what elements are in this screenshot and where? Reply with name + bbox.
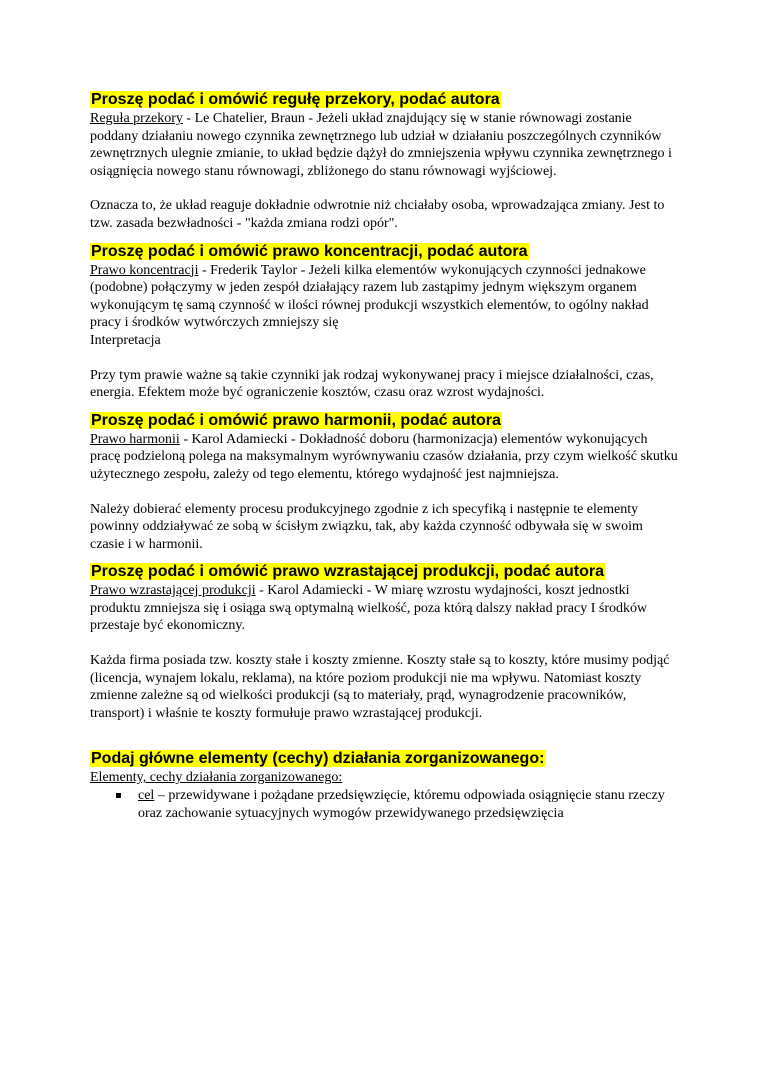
document-content [90,89,680,822]
term-label: Prawo koncentracji [90,262,199,278]
bullet-square-icon [116,793,121,798]
definition-text: - Karol Adamiecki - Dokładność doboru (harmonizacja) elementów wykonujących pracę podzieloną polega na maksymalnym wyrównywaniu czasów działania, przy czym wielkość skutku użytecznego zespołu, zależy od tego elementu, którego wydajność jest najmniejsza. [90,431,678,482]
list-item [90,787,680,822]
section-regula-przekory [90,89,680,233]
definition-paragraph [90,582,680,635]
highlighted-heading-text: Proszę podać i omówić regułę przekory, podać autora [91,91,500,108]
note-paragraph: Należy dobierać elementy procesu produkcyjnego zgodnie z ich specyfiką i następnie te elementy powinny oddziaływać ze sobą w ścisłym związku, tak, aby każda czynność odbywała się w swoim czasie i w harmonii. [90,501,643,552]
definition-paragraph [90,110,680,180]
term-label: Prawo wzrastającej produkcji [90,583,256,599]
definition-text: - Frederik Taylor - Jeżeli kilka elementów wykonujących czynności jednakowe (podobne) połączymy w jeden zespół działający razem lub zastąpimy jednym większym organem wykonującym tę samą czynność w ilości równej produkcji wszystkich elementów, to ogólny nakład pracy i środków wytwórczych zmniejszy się [90,262,649,331]
features-list [90,787,680,822]
interpretation-label: Interpretacja [90,332,161,348]
section-prawo-koncentracji [90,241,680,402]
list-item-term: cel [138,788,155,804]
section-elementy-dzialania [90,748,680,822]
section-heading [90,89,680,110]
definition-text: - Le Chatelier, Braun - Jeżeli układ znajdujący się w stanie równowagi zostanie poddany działaniu nowego czynnika zewnętrznego lub udział w działaniu poszczególnych czynników zewnętrznych ulegnie zmianie, to układ będzie dążył do zmniejszenia wpływu czynnika zewnętrznego i osiągnięcia nowego stanu równowagi, zbliżonego do stanu równowagi wyjściowej. [90,111,672,179]
definition-paragraph [90,431,680,484]
subheading-label: Elementy, cechy działania zorganizowanego: [90,770,343,786]
term-label: Prawo harmonii [90,431,180,447]
section-prawo-wzrastajacej-produkcji [90,561,680,722]
section-heading [90,241,680,262]
note-paragraph: Przy tym prawie ważne są takie czynniki jak rodzaj wykonywanej pracy i miejsce działalności, czas, energia. Efektem może być ograniczenie kosztów, czasu oraz wzrost wydajności. [90,367,654,401]
list-item-text: – przewidywane i pożądane przedsięwzięcie, któremu odpowiada osiągnięcie stanu rzeczy oraz zachowanie sytuacyjnych wymogów przewidywanego przedsięwzięcia [138,788,665,821]
highlighted-heading-text: Podaj główne elementy (cechy) działania zorganizowanego: [91,750,545,768]
term-label: Reguła przekory [90,111,183,126]
definition-paragraph [90,262,680,332]
note-paragraph: Oznacza to, że układ reaguje dokładnie odwrotnie niż chciałaby osoba, wprowadzająca zmiany. Jest to tzw. zasada bezwładności - "każda zmiana rodzi opór". [90,198,665,231]
section-heading [90,561,680,582]
section-heading [90,748,680,769]
highlighted-heading-text: Proszę podać i omówić prawo koncentracji, podać autora [91,242,528,260]
note-paragraph: Każda firma posiada tzw. koszty stałe i koszty zmienne. Koszty stałe są to koszty, które musimy podjąć (licencja, wynajem lokalu, reklama), na które poziom produkcji nie ma wpływu. Natomiast koszty zmienne zależne są od wielkości produkcji (są to materiały, prąd, wynagrodzenie pracowników, transport) i właśnie te koszty formułuje prawo wzrastającej produkcji. [90,653,670,721]
highlighted-heading-text: Proszę podać i omówić prawo harmonii, podać autora [91,411,501,429]
section-heading [90,410,680,431]
section-prawo-harmonii [90,410,680,554]
highlighted-heading-text: Proszę podać i omówić prawo wzrastającej produkcji, podać autora [91,563,605,581]
definition-text: - Karol Adamiecki - W miarę wzrostu wydajności, koszt jednostki produktu zmniejsza się i osiąga swą optymalną wielkość, poza którą dalszy nakład pracy I środków przestaje być ekonomiczny. [90,583,648,634]
